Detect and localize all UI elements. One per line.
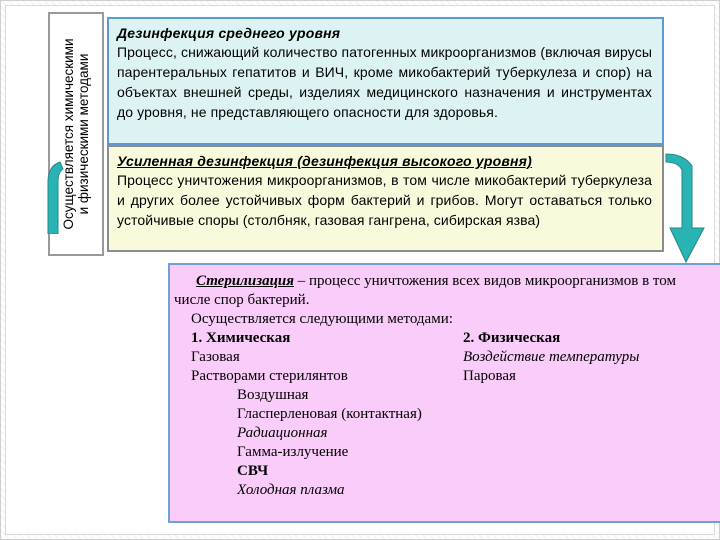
physical-item-microwave: СВЧ <box>237 463 269 479</box>
high-disinfection-text: Процесс уничтожения микроорганизмов, в том числе микобактерий туберкулеза и других более устойчивых форм бактерий и грибов. Могут оставаться только устойчивые споры (столбняк, газовая гангрена, сибирская язва) <box>117 172 652 228</box>
physical-item-temperature: Воздействие температуры <box>463 349 640 365</box>
sterilization-definition-rest: – процесс уничтожения всех видов микроорганизмов в том <box>294 273 676 289</box>
physical-item-glass-bead: Гласперленовая (контактная) <box>237 406 422 422</box>
bent-arrow-icon <box>44 160 64 234</box>
medium-disinfection-box <box>107 17 664 145</box>
side-label-line1: Осуществляется химическими <box>61 38 76 230</box>
medium-disinfection-title: Дезинфекция среднего уровня <box>117 25 341 41</box>
sterilization-box <box>168 263 720 523</box>
physical-item-gamma: Гамма-излучение <box>237 444 349 460</box>
physical-item-steam: Паровая <box>463 368 516 384</box>
down-arrow-icon <box>664 152 708 264</box>
chemical-item-solutions: Растворами стерилянтов <box>191 368 348 384</box>
sterilization-definition-line2: числе спор бактерий. <box>174 292 310 308</box>
high-disinfection-title: Усиленная дезинфекция (дезинфекция высокого уровня) <box>117 153 532 169</box>
side-label <box>61 14 91 254</box>
medium-disinfection-text: Процесс, снижающий количество патогенных микроорганизмов (включая вирусы парентеральных гепатитов и ВИЧ, кроме микобактерий туберкулеза и спор) на объектах внешней среды, изделиях медицинского назначения и инструментах до уровня, не представляющего опасности для здоровья. <box>117 44 652 120</box>
high-disinfection-box <box>107 145 664 252</box>
sterilization-definition <box>196 272 676 291</box>
sterilization-term: Стерилизация <box>196 273 294 289</box>
chemical-heading: 1. Химическая <box>191 330 291 346</box>
physical-item-cold-plasma: Холодная плазма <box>237 482 345 498</box>
physical-item-air: Воздушная <box>237 387 309 403</box>
side-label-line2: и физическими методами <box>76 53 91 215</box>
methods-intro: Осуществляется следующими методами: <box>191 311 453 327</box>
chemical-item-gas: Газовая <box>191 349 240 365</box>
physical-heading: 2. Физическая <box>463 330 561 346</box>
physical-item-radiation: Радиационная <box>237 425 328 441</box>
